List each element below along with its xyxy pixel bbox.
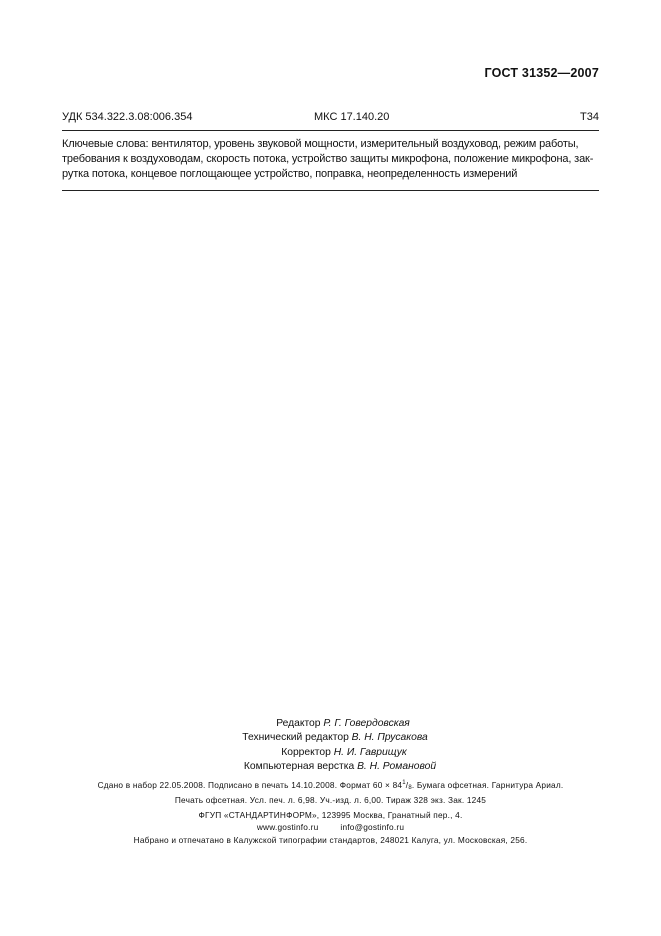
credit-corrector: Корректор Н. И. Гаврищук [281,746,407,758]
imprint-line: Печать офсетная. Усл. печ. л. 6,98. Уч.-изд. л. 6,00. Тираж 328 экз. Зак. 1245 [174,795,487,806]
layout-name: В. Н. Романовой [357,761,437,773]
credit-layout: Компьютерная верстка В. Н. Романовой [243,761,437,773]
group-code: Т34 [580,111,599,123]
classification-row [62,111,599,125]
keywords-paragraph [62,137,602,183]
divider-bottom [62,190,599,191]
publisher-line: Набрано и отпечатано в Калужской типографии стандартов, 248021 Калуга, ул. Московская, 256. [133,834,528,845]
corrector-name: Н. И. Гаврищук [333,746,407,758]
publisher-block [62,809,599,846]
credits-block [0,717,661,775]
keywords-line: требования к воздуховодам, скорость потока, устройство защиты микрофона, положение микрофона, зак- [62,153,594,166]
keywords-line: Ключевые слова: вентилятор, уровень звуковой мощности, измерительный воздуховод, режим работы, [62,138,579,150]
divider-top [62,130,599,131]
publisher-contacts [62,821,599,833]
editor-name: Р. Г. Говердовская [323,718,410,729]
credit-editor: Редактор Р. Г. Говердовская [276,718,410,729]
tech-editor-name: В. Н. Прусакова [351,732,428,744]
credit-tech-editor: Технический редактор В. Н. Прусакова [242,732,428,744]
publisher-website[interactable]: www.gostinfo.ru [256,822,319,833]
keywords-line: рутка потока, концевое поглощающее устройство, поправка, неопределенность измерений [62,168,518,181]
mks-code: МКС 17.140.20 [314,111,390,123]
imprint-line: Сдано в набор 22.05.2008. Подписано в печать 14.10.2008. Формат $60 \times 84^1/_8$. Бумага офсетная. Гарнитура Ариал. [97,780,564,791]
udk-code: УДК 534.322.3.08:006.354 [62,111,193,123]
publisher-email[interactable]: info@gostinfo.ru [340,822,405,833]
standard-code: ГОСТ 31352—2007 [484,66,599,80]
publisher-line: ФГУП «СТАНДАРТИНФОРМ», 123995 Москва, Гранатный пер., 4. [198,810,463,820]
imprint-block [62,777,599,807]
